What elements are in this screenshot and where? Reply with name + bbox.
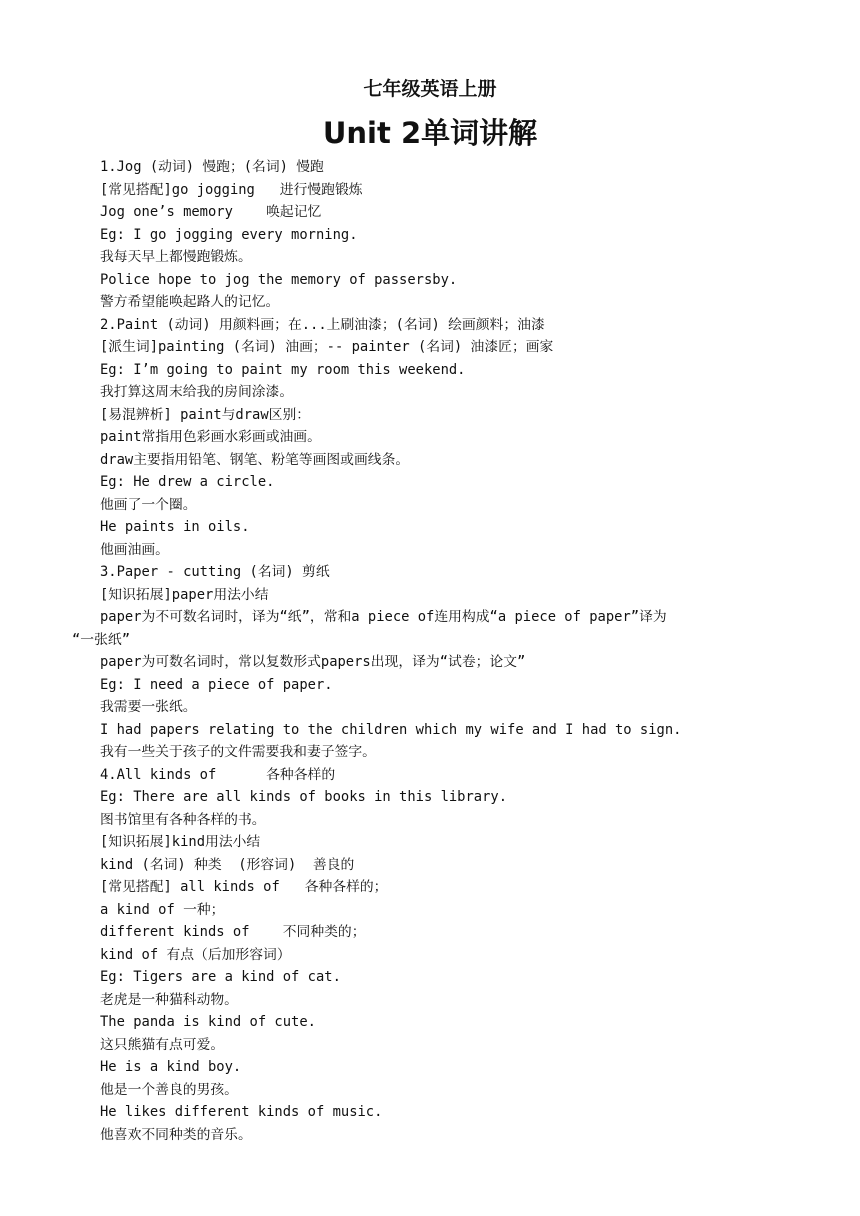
text-line: 他画油画。 [100, 541, 169, 558]
text-line: Eg: He drew a circle. [100, 474, 275, 490]
text-line: [派生词]painting (名词) 油画；-- painter (名词) 油漆匠；画家 [100, 339, 554, 355]
text-line: 1.Jog (动词) 慢跑；(名词) 慢跑 [100, 159, 324, 175]
text-line: 警方希望能唤起路人的记忆。 [100, 294, 280, 310]
text-line: 图书馆里有各种各样的书。 [100, 811, 266, 828]
text-line: Eg: I’m going to paint my room this weekend. [100, 361, 466, 378]
text-line: 这只熊猫有点可爱。 [100, 1036, 225, 1053]
text-line: 2.Paint (动词) 用颜料画；在...上刷油漆；(名词) 绘画颜料；油漆 [100, 316, 545, 333]
text-line: 老虎是一种猫科动物。 [100, 991, 238, 1008]
text-line: 他是一个善良的男孩。 [100, 1081, 238, 1098]
grade-title: 七年级英语上册 [363, 78, 497, 100]
text-line: [易混辨析] paint与draw区别： [100, 406, 311, 423]
vocabulary-notes [72, 156, 800, 1146]
text-line: 我有一些关于孩子的文件需要我和妻子签字。 [100, 744, 376, 760]
text-line: He likes different kinds of music. [100, 1104, 383, 1120]
text-line: a kind of 一种； [100, 901, 225, 918]
text-line: kind of 有点（后加形容词） [100, 946, 291, 963]
text-line: 我每天早上都慢跑锻炼。 [100, 249, 252, 265]
text-line: draw主要指用铅笔、钢笔、粉笔等画图或画线条。 [100, 451, 410, 468]
text-line: I had papers relating to the children which my wife and I had to sign. [100, 721, 682, 738]
text-line: paper为可数名词时，常以复数形式papers出现，译为“试卷；论文” [100, 654, 526, 670]
text-line: [知识拓展]kind用法小结 [100, 834, 261, 850]
text-line: The panda is kind of cute. [100, 1014, 316, 1030]
text-line: 他喜欢不同种类的音乐。 [100, 1126, 252, 1143]
text-line: 他画了一个圈。 [100, 496, 197, 513]
text-line: Police hope to jog the memory of passersby. [100, 271, 458, 288]
text-line: 3.Paper - cutting (名词) 剪纸 [100, 564, 330, 580]
text-line: Eg: Tigers are a kind of cat. [100, 969, 341, 985]
unit-title: Unit 2单词讲解 [322, 116, 538, 150]
text-line: kind (名词) 种类 (形容词) 善良的 [100, 856, 355, 873]
text-line: He is a kind boy. [100, 1059, 242, 1075]
text-line: He paints in oils. [100, 519, 250, 535]
text-line: Eg: There are all kinds of books in this library. [100, 789, 508, 805]
text-line: 我打算这周末给我的房间涂漆。 [100, 384, 294, 400]
text-line: [知识拓展]paper用法小结 [100, 586, 269, 603]
text-line: “一张纸” [72, 631, 131, 648]
text-line: 我需要一张纸。 [100, 699, 197, 715]
text-line: Eg: I go jogging every morning. [100, 226, 358, 243]
text-line: paper为不可数名词时，译为“纸”，常和a piece of连用构成“a piece of paper”译为 [100, 609, 667, 625]
text-line: 4.All kinds of 各种各样的 [100, 766, 336, 783]
text-line: Jog one’s memory 唤起记忆 [100, 204, 322, 220]
text-line: [常见搭配]go jogging 进行慢跑锻炼 [100, 181, 363, 198]
text-line: different kinds of 不同种类的； [100, 924, 366, 940]
text-line: paint常指用色彩画水彩画或油画。 [100, 429, 321, 445]
text-line: Eg: I need a piece of paper. [100, 676, 333, 693]
text-line: [常见搭配] all kinds of 各种各样的； [100, 879, 388, 895]
